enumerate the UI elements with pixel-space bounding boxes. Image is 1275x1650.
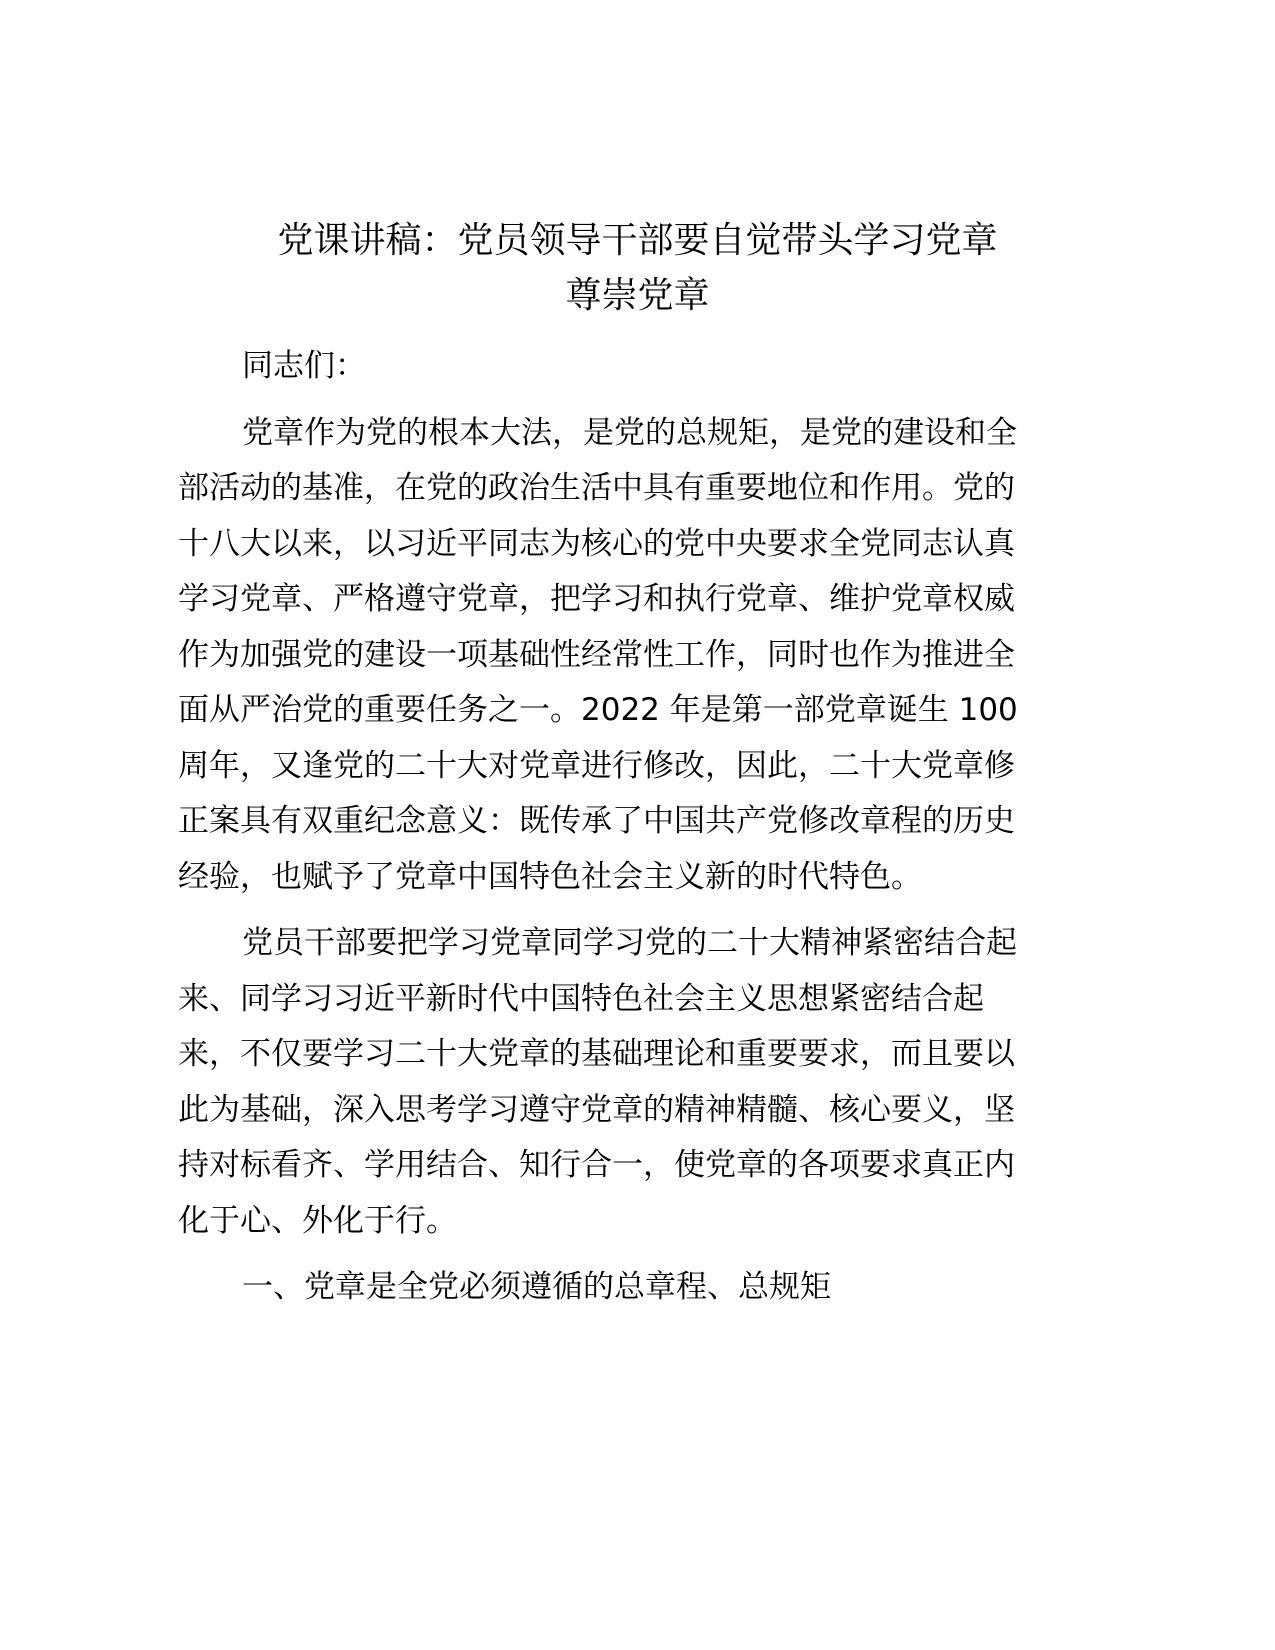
text-line: 化于心、外化于行。	[178, 1202, 457, 1239]
text-line: 正案具有双重纪念意义：既传承了中国共产党修改章程的历史	[178, 803, 1015, 839]
document-body	[178, 339, 1038, 1327]
text-line: 面从严治党的重要任务之一。2022 年是第一部党章诞生 100	[178, 692, 1018, 728]
paragraph-2	[178, 916, 1038, 1249]
text-line: 学习党章、严格遵守党章，把学习和执行党章、维护党章权威	[178, 581, 1015, 617]
text-line: 持对标看齐、学用结合、知行合一，使党章的各项要求真正内	[178, 1147, 1015, 1183]
text-line: 经验，也赋予了党章中国特色社会主义新的时代特色。	[178, 858, 922, 895]
text-line: 来，不仅要学习二十大党章的基础理论和重要要求，而且要以	[178, 1036, 1015, 1072]
text-line: 党员干部要把学习党章同学习党的二十大精神紧密结合起	[242, 925, 1017, 961]
text-line: 党章作为党的根本大法，是党的总规矩，是党的建设和全	[242, 414, 1017, 451]
document-title	[0, 213, 1275, 323]
text-line: 作为加强党的建设一项基础性经常性工作，同时也作为推进全	[178, 636, 1015, 673]
salutation-text: 同志们：	[242, 348, 366, 384]
salutation	[178, 339, 1038, 395]
section-heading-text: 一、党章是全党必须遵循的总章程、总规矩	[242, 1269, 831, 1305]
title-line: 尊崇党章	[565, 275, 710, 316]
text-line: 来、同学习习近平新时代中国特色社会主义思想紧密结合起	[178, 980, 984, 1017]
text-line: 此为基础，深入思考学习遵守党章的精神精髓、核心要义，坚	[178, 1091, 1015, 1128]
text-line: 十八大以来，以习近平同志为核心的党中央要求全党同志认真	[178, 525, 1015, 562]
paragraph-1	[178, 406, 1038, 906]
text-line: 周年，又逢党的二十大对党章进行修改，因此，二十大党章修	[178, 747, 1015, 784]
title-line: 党课讲稿：党员领导干部要自觉带头学习党章	[277, 220, 998, 261]
section-heading	[178, 1260, 1038, 1316]
text-line: 部活动的基准，在党的政治生活中具有重要地位和作用。党的	[178, 470, 1015, 506]
